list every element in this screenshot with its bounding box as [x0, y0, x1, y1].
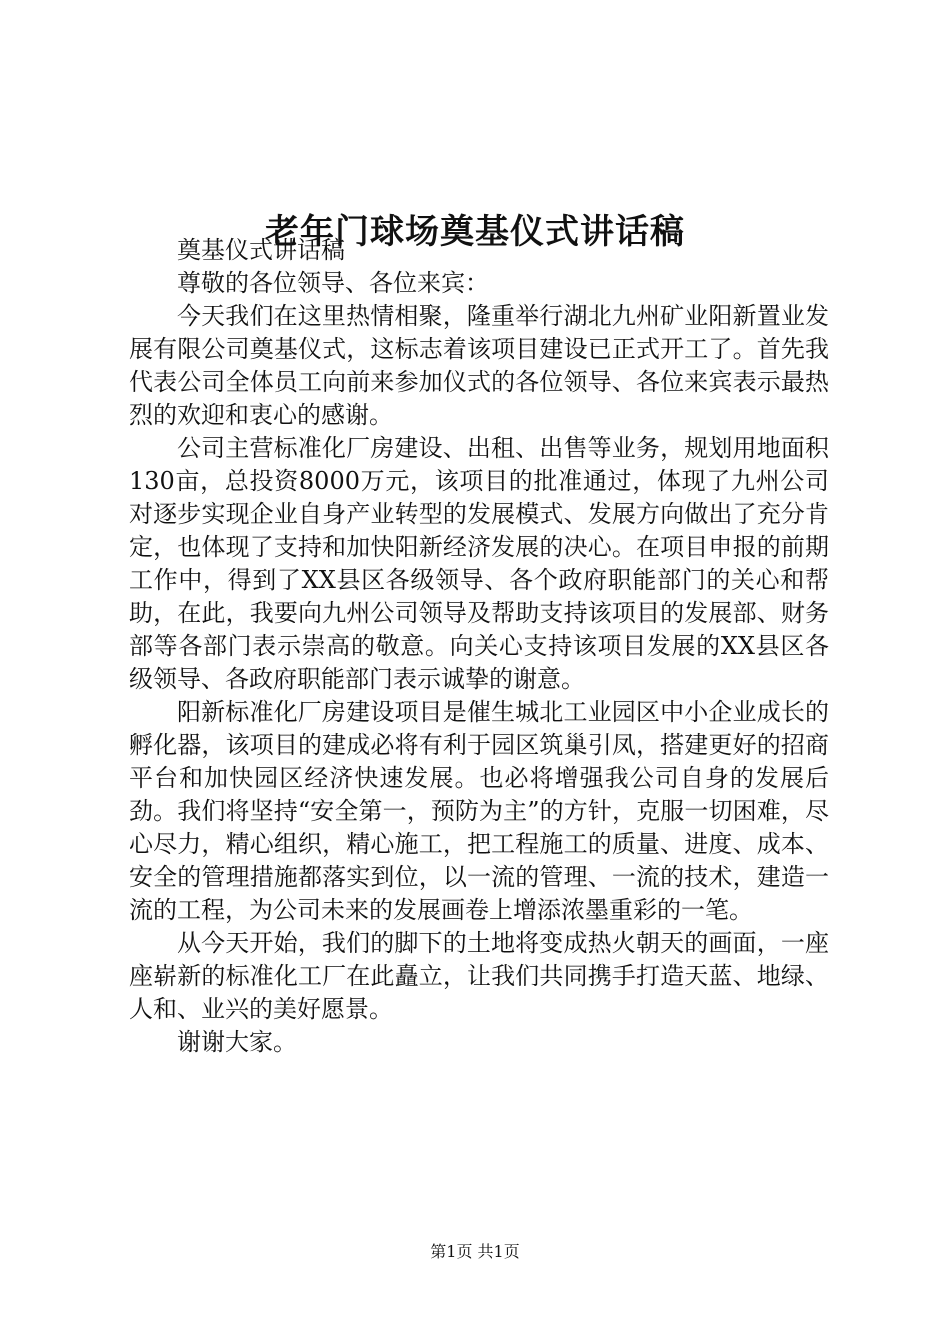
paragraph-company-business: 公司主营标准化厂房建设、出租、出售等业务，规划用地面积130亩，总投资8000万元，该项目的批准通过，体现了九州公司对逐步实现企业自身产业转型的发展模式、发展方向做出了充分肯定，也体现了支持和加快阳新经济发展的决心。在项目申报的前期工作中，得到了XX县区各级领导、各个政府职能部门的关心和帮助，在此，我要向九州公司领导及帮助支持该项目的发展部、财务部等各部门表示崇高的敬意。向关心支持该项目发展的XX县区各级领导、各政府职能部门表示诚挚的谢意。: [129, 434, 829, 693]
paragraph-salutation: 尊敬的各位领导、各位来宾：: [177, 269, 489, 297]
paragraph-opening: 今天我们在这里热情相聚，隆重举行湖北九州矿业阳新置业发展有限公司奠基仪式，这标志着该项目建设已正式开工了。首先我代表公司全体员工向前来参加仪式的各位领导、各位来宾表示最热烈的欢迎和衷心的感谢。: [129, 302, 829, 429]
document-body: [129, 234, 829, 1059]
page-footer: 第1页 共1页: [430, 1242, 520, 1261]
paragraph-vision: 从今天开始，我们的脚下的土地将变成热火朝天的画面，一座座崭新的标准化工厂在此矗立，让我们共同携手打造天蓝、地绿、人和、业兴的美好愿景。: [129, 929, 829, 1023]
paragraph-thanks: 谢谢大家。: [177, 1028, 297, 1056]
document-title: 老年门球场奠基仪式讲话稿: [265, 211, 685, 252]
paragraph-project-significance: 阳新标准化厂房建设项目是催生城北工业园区中小企业成长的孵化器，该项目的建成必将有利于园区筑巢引凤，搭建更好的招商平台和加快园区经济快速发展。也必将增强我公司自身的发展后劲。我们将坚持“安全第一，预防为主”的方针，克服一切困难，尽心尽力，精心组织，精心施工，把工程施工的质量、进度、成本、安全的管理措施都落实到位，以一流的管理、一流的技术，建造一流的工程，为公司未来的发展画卷上增添浓墨重彩的一笔。: [129, 698, 829, 924]
paragraph-subtitle: 奠基仪式讲话稿: [177, 236, 345, 264]
